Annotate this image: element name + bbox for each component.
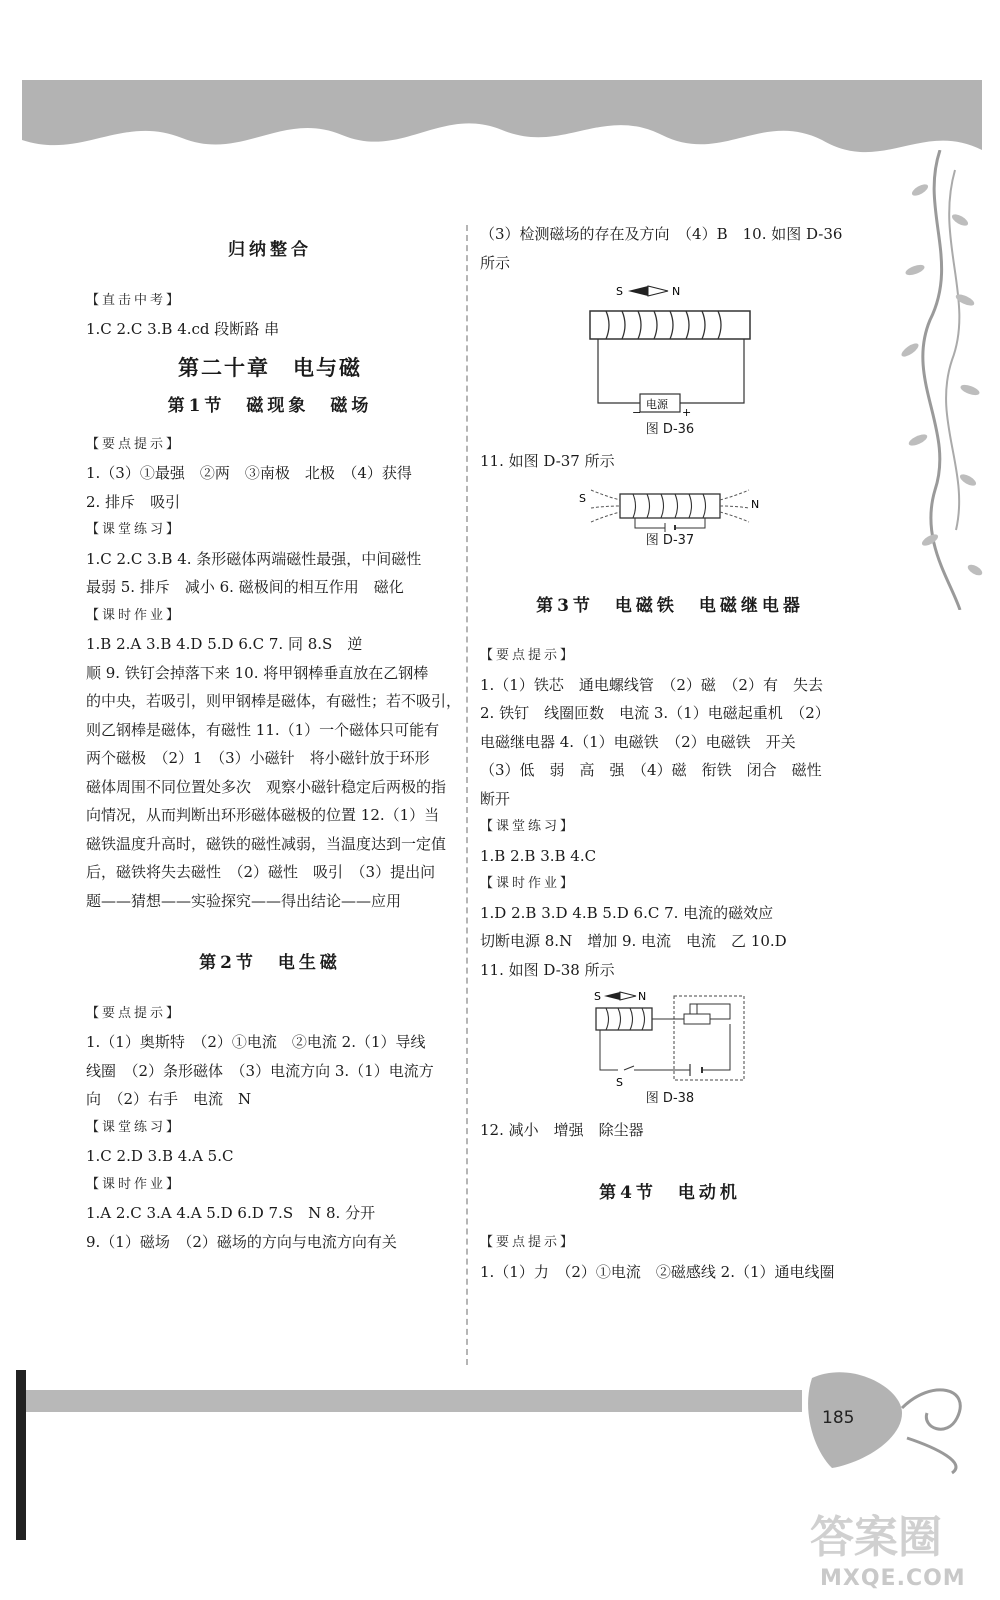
solenoid-core	[590, 311, 750, 339]
sec4-yaodian-line: 1.（1）力 （2）①电流 ②磁感线 2.（1）通电线圈	[480, 1262, 835, 1281]
sec2-title: 第2节 电生磁	[199, 953, 341, 973]
sec4-title: 第4节 电动机	[599, 1182, 741, 1203]
line-12: 12. 减小 增强 除尘器	[480, 1121, 644, 1139]
fig36-n-label: N	[672, 285, 681, 298]
sec3-keshi-line: 切断电源 8.N 增加 9. 电流 电流 乙 10.D	[480, 932, 787, 950]
sec4-yaodian-tag: 【要点提示】	[480, 1235, 577, 1250]
fig38-switch-label: S	[616, 1076, 623, 1089]
vine-decoration	[860, 150, 1000, 610]
header-wave-band	[22, 80, 982, 180]
fig37-s-label: S	[579, 491, 586, 505]
sec3-title: 第3节 电磁铁 电磁继电器	[536, 595, 804, 616]
fig36-power-label: 电源	[646, 398, 668, 411]
sec3-yaodian-line: 1.（1）铁芯 通电螺线管 （2）磁 （2）有 失去	[480, 675, 823, 694]
sec1-yaodian-line: 2. 排斥 吸引	[86, 492, 181, 511]
fig38-caption: 图 D-38	[645, 1091, 695, 1106]
column-divider	[466, 225, 468, 1365]
watermark-line1: 答案圈	[810, 1512, 942, 1563]
line-11: 11. 如图 D-37 所示	[480, 452, 615, 470]
sec1-keshi-tag: 【课时作业】	[86, 607, 183, 623]
figure-d36	[570, 281, 770, 421]
sec3-keshi-tag: 【课时作业】	[480, 876, 577, 891]
fig36-caption: 图 D-36	[645, 422, 695, 437]
sec1-keshi-line: 磁体周围不同位置处多次 观察小磁针稳定后两极的指	[86, 777, 447, 796]
sec1-ketang-line: 最弱 5. 排斥 减小 6. 磁极间的相互作用 磁化	[86, 578, 404, 596]
cont-line: （3）检测磁场的存在及方向 （4）B 10. 如图 D-36	[480, 225, 843, 243]
summary-title: 归纳整合	[228, 240, 312, 260]
figure-d38	[590, 988, 750, 1090]
sec1-ketang-line: 1.C 2.C 3.B 4. 条形磁体两端磁性最强，中间磁性	[86, 549, 422, 568]
fig36-minus: −	[632, 406, 642, 419]
fig38-dashed-box	[674, 996, 744, 1080]
sec1-keshi-line: 后，磁铁将失去磁性 （2）磁性 吸引 （3）提出问	[86, 863, 436, 881]
sec3-keshi-line: 11. 如图 D-38 所示	[480, 960, 615, 979]
sec3-yaodian-line: 2. 铁钉 线圈匝数 电流 3.（1）电磁起重机 （2）	[480, 704, 830, 722]
sec2-ketang-line: 1.C 2.D 3.B 4.A 5.C	[86, 1147, 234, 1165]
chapter-title: 第二十章 电与磁	[178, 354, 362, 380]
fig38-rheostat	[684, 1014, 710, 1024]
sec2-keshi-line: 1.A 2.C 3.A 4.A 5.D 6.D 7.S N 8. 分开	[86, 1204, 376, 1222]
sec1-keshi-line: 两个磁极 （2）1 （3）小磁针 将小磁针放于环形	[86, 749, 430, 767]
sec3-yaodian-line: （3）低 弱 高 强 （4）磁 衔铁 闭合 磁性	[480, 761, 822, 779]
page-number: 185	[822, 1408, 855, 1428]
sec2-keshi-line: 9.（1）磁场 （2）磁场的方向与电流方向有关	[86, 1232, 397, 1251]
fig38-s-label: S	[594, 990, 601, 1003]
coil-windings	[606, 311, 721, 339]
sec2-yaodian-line: 线圈 （2）条形磁体 （3）电流方向 3.（1）电流方	[86, 1061, 434, 1080]
sec3-ketang-line: 1.B 2.B 3.B 4.C	[480, 846, 597, 865]
sec2-keshi-tag: 【课时作业】	[86, 1176, 183, 1192]
sec2-yaodian-tag: 【要点提示】	[86, 1005, 183, 1021]
sec1-title: 第1节 磁现象 磁场	[167, 396, 373, 416]
sec2-yaodian-line: 向 （2）右手 电流 N	[86, 1090, 252, 1108]
fig37-n-label: N	[751, 497, 760, 511]
left-column	[86, 236, 462, 1256]
sec1-keshi-line: 则乙钢棒是磁体，有磁性 11.（1）一个磁体只可能有	[86, 720, 440, 739]
sec1-keshi-line: 1.B 2.A 3.B 4.D 5.D 6.C 7. 同 8.S 逆	[86, 635, 363, 653]
sec3-yaodian-line: 断开	[480, 789, 511, 808]
sec3-yaodian-tag: 【要点提示】	[480, 648, 577, 663]
sec1-keshi-line: 磁铁温度升高时，磁铁的磁性减弱，当温度达到一定值	[86, 834, 447, 853]
binding-margin-mark	[16, 1370, 26, 1540]
cont-line: 所示	[480, 253, 511, 272]
sec1-keshi-line: 题——猜想——实验探究——得出结论——应用	[86, 891, 402, 910]
sec1-ketang-tag: 【课堂练习】	[86, 522, 183, 537]
zhiji-tag: 【直击中考】	[86, 292, 183, 308]
sec1-yaodian-line: 1.（3）①最强 ②两 ③南极 北极 （4）获得	[86, 464, 412, 482]
right-column	[480, 220, 860, 1286]
sec3-keshi-line: 1.D 2.B 3.D 4.B 5.D 6.C 7. 电流的磁效应	[480, 903, 774, 922]
sec1-keshi-line: 的中央，若吸引，则甲钢棒是磁体，有磁性；若不吸引，	[86, 692, 462, 710]
fig38-n-label: N	[638, 990, 647, 1003]
watermark-line2: MXQE.COM	[820, 1566, 966, 1591]
compass-needle-icon	[628, 286, 648, 296]
fig36-s-label: S	[616, 285, 623, 298]
fig36-plus: +	[682, 406, 692, 419]
sec3-ketang-tag: 【课堂练习】	[480, 819, 577, 834]
sec2-yaodian-line: 1.（1）奥斯特 （2）①电流 ②电流 2.（1）导线	[86, 1033, 426, 1051]
figure-d37	[575, 480, 765, 532]
sec1-yaodian-tag: 【要点提示】	[86, 436, 183, 452]
sec1-keshi-line: 顺 9. 铁钉会掉落下来 10. 将甲钢棒垂直放在乙钢棒	[86, 663, 429, 682]
sec1-keshi-line: 向情况，从而判断出环形磁体磁极的位置 12.（1）当	[86, 806, 440, 824]
sec3-yaodian-line: 电磁继电器 4.（1）电磁铁 （2）电磁铁 开关	[480, 732, 796, 751]
fig37-caption: 图 D-37	[645, 532, 695, 548]
sec2-ketang-tag: 【课堂练习】	[86, 1119, 183, 1135]
zhiji-answers: 1.C 2.C 3.B 4.cd 段断路 串	[86, 320, 280, 338]
